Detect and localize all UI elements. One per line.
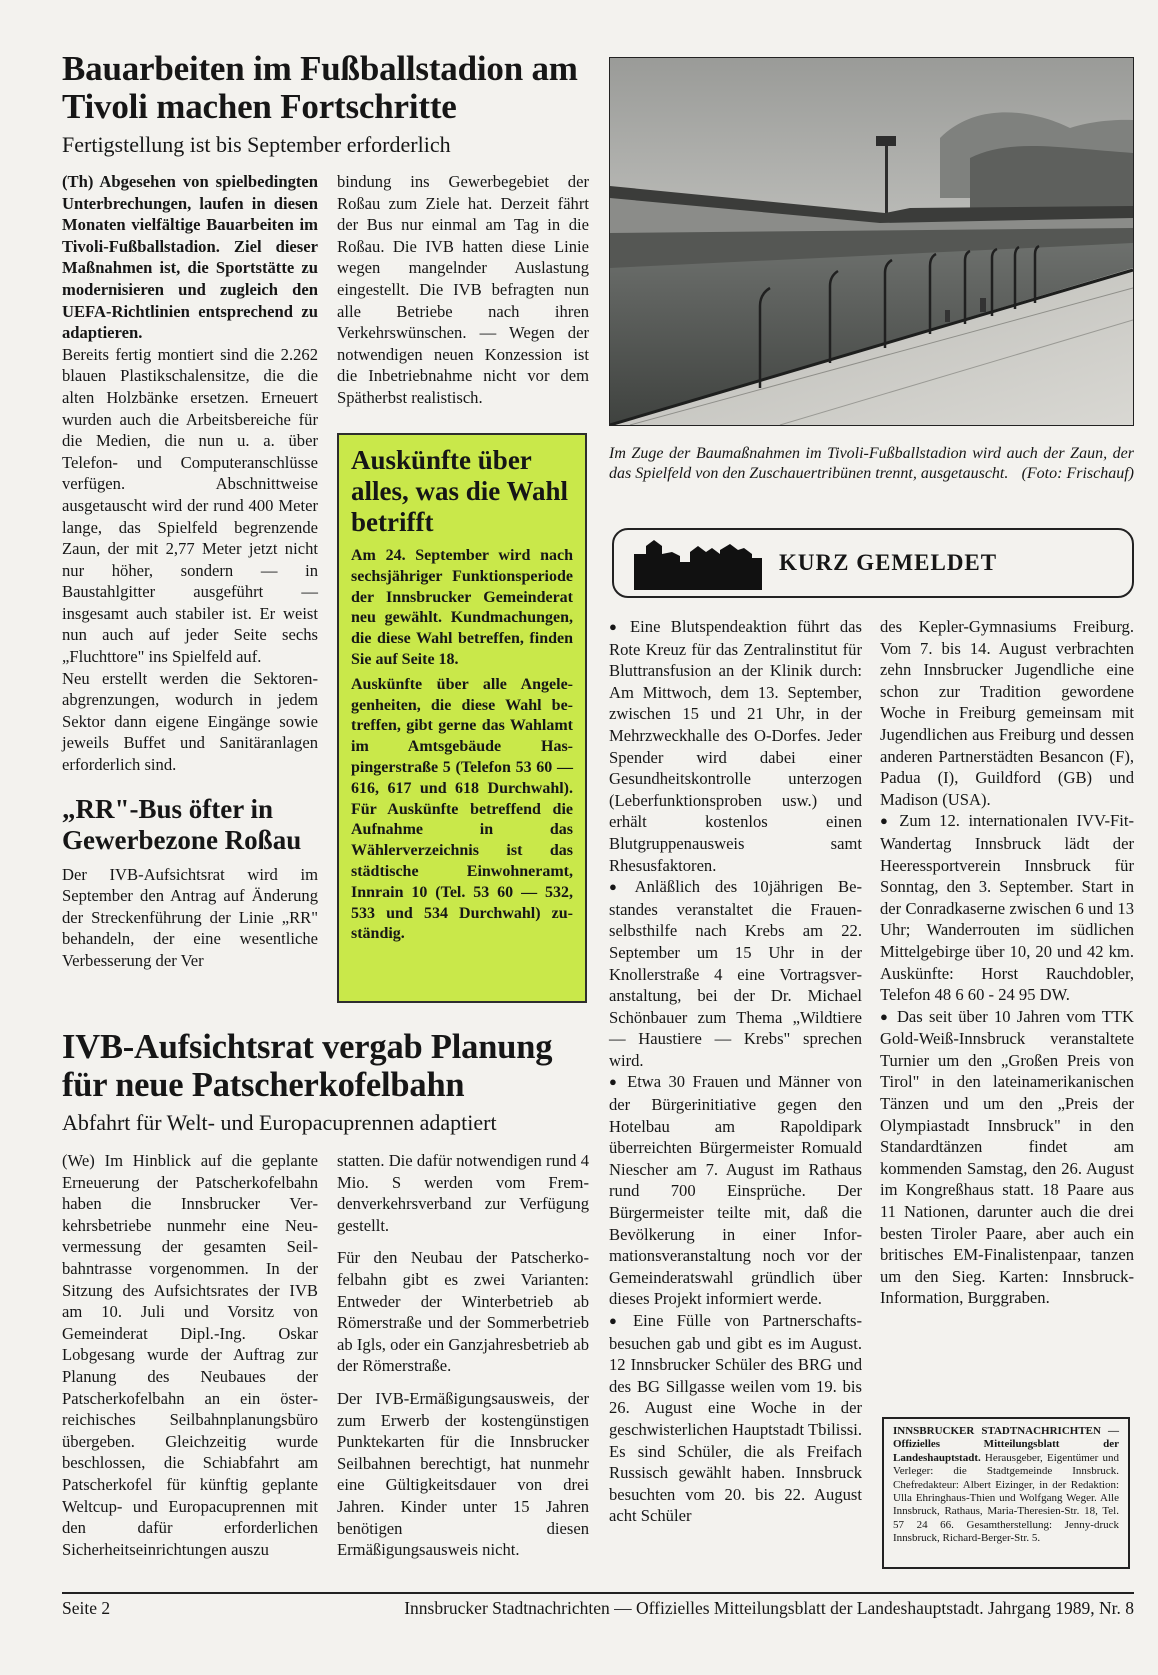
headline-rr-bus: „RR"-Bus öfter in Gewerbezone Roßau xyxy=(62,793,302,855)
kurz-item-hiking-day: ● Zum 12. internationalen IVV-Fit-Wandertag Innsbruck lädt der Heeressportverein Innsbruck für Sonntag, den 3. September. Start in der Conradkaserne zwischen 6 und 13 Uhr; Wanderrouten im südlichen Mittelgebirge über 10, 20 und 42 km. Auskünfte: Horst Rauchdobler, Telefon 48 6 60 - 24 95 DW. xyxy=(880,810,1134,1005)
kurz-column-1 xyxy=(609,616,862,1527)
publication-line: Innsbrucker Stadtnachrichten — Offizielles Mitteilungsblatt der Landeshauptstadt. Jahrgang 1989, Nr. 8 xyxy=(404,1598,1134,1618)
rr-bus-text-col2: bindung ins Gewerbegebiet der Roßau zum Ziele hat. Derzeit fährt der Bus nur einmal am Tag in die Roßau. Die IVB hatten diese Linie wegen mangelnder Auslastung eingestellt. Die IVB befragten nun alle Betriebe nach ihren Verkehrswünschen. — Wegen der notwendigen neuen Konzession ist die Inbetriebnahme nicht vor dem Spätherbst realistisch. xyxy=(337,172,589,407)
photo-credit: (Foto: Frischauf) xyxy=(1021,465,1134,482)
patscherkofel-para-3: Der IVB-Ermäßigungsausweis, der zum Erwerb der kostengünstigen Punktekarten für die Innsbrucker Seilbahnen berechtigt, hat nunmehr eine Gültigkeitsdauer von drei Jahren. Kinder unter 15 Jahren benötigen diesen Ermäßigungsausweis nicht. xyxy=(337,1388,589,1560)
stadium-lead: (Th) Abgesehen von spielbedingten Unterbrechungen, laufen in diesen Monaten vielfältige Bauarbeiten im Tivoli-Fußballstadion. Ziel dieser Maßnahmen ist, die Sportstätte zu modernisieren und zugleich den UEFA-Richtlinien entsprechend zu adaptieren. xyxy=(62,172,318,343)
kurz-item-dance-tournament: ● Das seit über 10 Jahren vom TTK Gold-Weiß-Innsbruck veranstaltete Turnier um den „Großen Preis von Tirol" in den lateinamerikanischen Tänzen und um den „Preis der Olympiastadt Innsbruck" in den Standardtänzen findet am kommenden Samstag, den 26. August im Kongreßhaus statt. 18 Paare aus 11 Nationen, darunter auch die drei besten Tiroler Paare, aber auch ein britisches EM-Finalistenpaar, tanzen um den Sieg. Karten: Innsbruck-Information, Burggraben. xyxy=(880,1006,1134,1309)
photo-caption-text: Im Zuge der Baumaßnahmen im Tivoli-Fußballstadion wird auch der Zaun, der das Spielfeld von den Zuschauertribünen trennt, ausgetauscht. xyxy=(609,445,1134,482)
rr-bus-text-col1: Der IVB-Aufsichtsrat wird im September den Antrag auf Änderung der Streckenführung der Linie „RR" behandeln, der eine wesentliche Verbesserung der Ver xyxy=(62,864,318,970)
patscherkofel-column-1 xyxy=(62,1150,318,1560)
kurz-item-hotel-protest: ● Etwa 30 Frauen und Männer von der Bürgerinitiative gegen den Hotelbau am Rapoldipark überreichten Bürgermeister Romuald Niescher am 7. August im Rathaus rund 700 Einsprüche. Der Bürgermeister teilte mit, daß die Bevölkerung in einer Informationsveranstaltung noch vor der Gemeinderatswahl gründlich über dieses Projekt informiert werde. xyxy=(609,1071,862,1310)
kurz-gemeldet-banner xyxy=(612,528,1134,598)
subheadline-stadium: Fertigstellung ist bis September erforderlich xyxy=(62,132,451,157)
stadium-body-1: Bereits fertig montiert sind die 2.262 blauen Plastikschalensitze, die die alten Holzbänke ersetzen. Erneuert wurden auch die Arbeitsbereiche für die Medien, die nun u. a. über Telefon- und Computeranschlüsse verfügen. Abschnittweise ausgetauscht wird der rund 400 Meter lange, das Spielfeld begrenzende Zaun, der mit 2,77 Meter jetzt nicht nur höher, sondern — in Baustahlgitter ausgeführt — insgesamt auch stabiler ist. Er weist nun auch auf jeder Seite sechs „Fluchttore" ins Spielfeld auf. xyxy=(62,344,318,667)
imprint-box xyxy=(882,1417,1130,1569)
patscherkofel-para-1: statten. Die dafür notwendigen rund 4 Mio. S werden vom Fremdenverkehrsverband zur Verfügung gestellt. xyxy=(337,1151,589,1235)
election-info-box xyxy=(337,433,587,1003)
subheadline-patscherkofel: Abfahrt für Welt- und Europacuprennen adaptiert xyxy=(62,1110,497,1135)
footer-rule xyxy=(62,1592,1134,1594)
page-number: Seite 2 xyxy=(62,1598,111,1618)
headline-patscherkofel: IVB-Aufsichtsrat vergab Planung für neue Patscherkofelbahn xyxy=(62,1028,553,1104)
stadium-body-2: Neu erstellt werden die Sektorenabgrenzungen, wodurch in jedem Sektor dann eigene Eingänge sowie jeweils Buffet und Sanitäranlagen erforderlich sind. xyxy=(62,668,318,775)
patscherkofel-column-2 xyxy=(337,1150,589,1561)
headline-stadium: Bauarbeiten im Fußballstadion am Tivoli machen Fortschritte xyxy=(62,49,578,126)
patscherkofel-para-2: Für den Neubau der Patscherkofelbahn gibt es zwei Varianten: Entweder der Winterbetrieb ab Römerstraße und der Sommerbetrieb ab Igls, oder ein Ganzjahresbetrieb ab der Römerstraße. xyxy=(337,1248,589,1376)
imprint-text: Herausgeber, Eigentümer und Verleger: die Stadtgemeinde Innsbruck. Chefredakteur: Albert Eizinger, in der Redaktion: Ulla Ehringhaus-Thien und Wolfgang Weger. Alle Innsbruck, Rathaus, Maria-Theresien-Str. 18, Tel. 57 24 66. Gesamtherstellung: Jenny-druck Innsbruck, Richard-Berger-Str. 5. xyxy=(893,1451,1119,1545)
patscherkofel-text-col1: (We) Im Hinblick auf die geplante Erneuerung der Patscherkofelbahn haben die Innsbrucker Verkehrsbetriebe nunmehr eine Neuvermessung der gesamten Seilbahntrasse vorgenommen. In der Sitzung des Aufsichtsrates der IVB am 10. Juli und Vorsitz von Gemeinderat Dipl.-Ing. Oskar Lobgesang wurde der Auftrag zur Planung des Neubaues der Patscherkofelbahn an ein österreichisches Seilbahnplanungsbüro übergeben. Gleichzeitig wurde beschlossen, die Schiabfahrt am Patscherkofel für künftig geplante Weltcup- und Europacuprennen mit den dafür erforderlichen Sicherheitseinrichtungen auszu xyxy=(62,1151,318,1559)
kurz-gemeldet-title: KURZ GEMELDET xyxy=(779,550,998,575)
stadium-column xyxy=(62,171,318,972)
election-box-title: Auskünfte über alles, was die Wahl betrifft xyxy=(351,445,569,537)
photo-caption xyxy=(609,444,1134,484)
imprint-title: INNSBRUCKER STADTNACHRICHTEN — Offizielles Mitteilungsblatt der Landeshauptstadt. xyxy=(893,1425,1119,1464)
election-box-para-1: Am 24. September wird nach sechsjähriger Funktionsperiode der Innsbrucker Gemeinderat neu gewählt. Kundmachungen, die diese Wahl betreffen, finden Sie auf Seite 18. xyxy=(351,547,573,668)
city-silhouette-icon xyxy=(632,540,764,590)
election-box-para-2: Auskünfte über alle Angelegenheiten, die diese Wahl betreffen, gibt gerne das Wahlamt im Amtsgebäude Haspingerstraße 5 (Telefon 53 60 — 616, 617 und 618 Durchwahl). Für Auskünfte betreffend die Aufnahme in das Wählerverzeichnis ist das städtische Einwohneramt, Innrain 10 (Tel. 53 60 — 532, 533 und 534 Durchwahl) zuständig. xyxy=(351,675,573,943)
kurz-item-blood-donation: ● Eine Blutspendeaktion führt das Rote Kreuz für das Zentralinstitut für Bluttransfusion an der Klinik durch: Am Mittwoch, dem 13. September, zwischen 15 und 21 Uhr, in der Mehrzweckhalle des O-Dorfes. Jeder Spender wird dabei einer Gesundheitskontrolle unterzogen (Leberfunktionsproben usw.) und erhält kostenlos einen Blutgruppenausweis samt Rhesusfaktoren. xyxy=(609,616,862,876)
stadium-photo-illustration xyxy=(610,58,1133,425)
kurz-item-partnership-cont: des Kepler-Gymnasiums Freiburg. Vom 7. bis 14. August verbrachten zehn Innsbrucker Jugendliche eine schon zur Tradition gewordene Woche in Freiburg gemeinsam mit Jugendlichen aus Freiburg und dessen anderen Partnerstädten Besancon (F), Padua (I), Guildford (GB) und Madison (USA). xyxy=(880,617,1134,809)
kurz-item-lecture: ● Anläßlich des 10jährigen Bestandes veranstaltet die Frauenselbsthilfe nach Krebs am 22. September um 15 Uhr in der Knollerstraße 4 eine Vortragsveranstaltung, bei der Dr. Michael Schönbauer zum Thema „Wildtiere — Haustiere — Krebs" sprechen wird. xyxy=(609,876,862,1071)
kurz-item-partnership: ● Eine Fülle von Partnerschaftsbesuchen gab und gibt es im August. 12 Innsbrucker Schüler des BRG und des BG Sillgasse weilen vom 19. bis 26. August eine Woche in der geschwisterlichen Hauptstadt Tbilissi. Es sind Schüler, die als Freifach Russisch gewählt haben. Innsbruck besuchten vom 20. bis 22. August acht Schüler xyxy=(609,1310,862,1527)
rr-bus-column-2 xyxy=(337,171,589,409)
kurz-column-2 xyxy=(880,616,1134,1309)
stadium-photo xyxy=(609,57,1134,426)
